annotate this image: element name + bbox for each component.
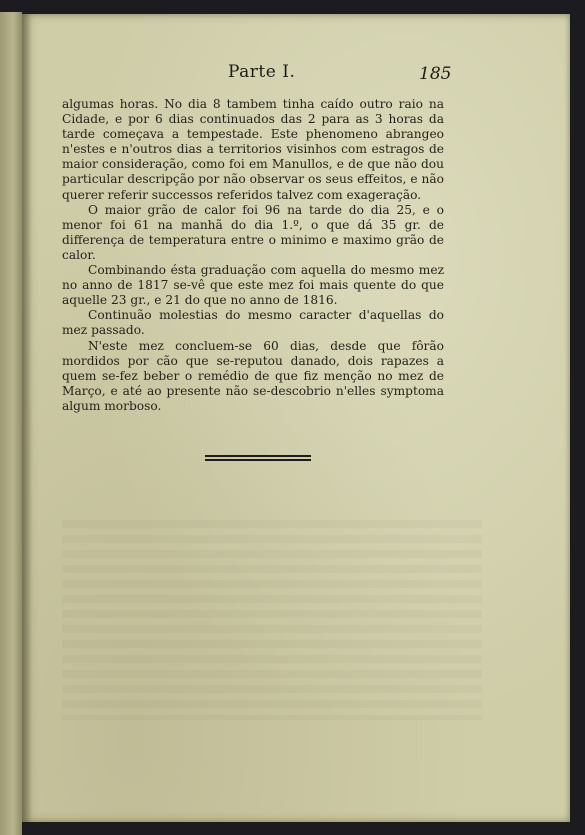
- paragraph: Combinando ésta graduação com aquella do mesmo mez no anno de 1817 se-vê que este mez foi mais quente do que aquelle 23 gr., e 21 do que no anno de 1816.: [62, 263, 444, 308]
- paragraph: Continuão molestias do mesmo caracter d'aquellas do mez passado.: [62, 308, 444, 338]
- running-head: Parte I.: [228, 62, 296, 82]
- paragraph: O maior grão de calor foi 96 na tarde do dia 25, e o menor foi 61 na manhã do dia 1.º, o que dá 35 gr. de differença de temperatura entre o minimo e maximo grão de calor.: [62, 202, 444, 262]
- page-number: 185: [419, 64, 452, 84]
- section-rule-bottom: [205, 459, 311, 461]
- body-text: [62, 97, 444, 414]
- spine-shadow: [22, 14, 32, 822]
- facing-page-edge: [0, 12, 22, 835]
- section-rule-top: [205, 455, 311, 457]
- paragraph: algumas horas. No dia 8 tambem tinha caído outro raio na Cidade, e por 6 dias continuados das 2 para as 3 horas da tarde começava a tempestade. Este phenomeno abrangeo n'estes e n'outros dias a territorios visinhos com estragos de maior consideração, como foi em Manullos, e de que não dou particular descripção por não observar os seus effeitos, e não querer referir successos referidos talvez com exageração.: [62, 97, 444, 202]
- paragraph: N'este mez concluem-se 60 dias, desde que fôrão mordidos por cão que se-reputou danado, dois rapazes a quem se-fez beber o remédio de que fiz menção no mez de Março, e até ao presente não se-descobrio n'elles symptoma algum morboso.: [62, 338, 444, 413]
- page-header: [62, 62, 462, 86]
